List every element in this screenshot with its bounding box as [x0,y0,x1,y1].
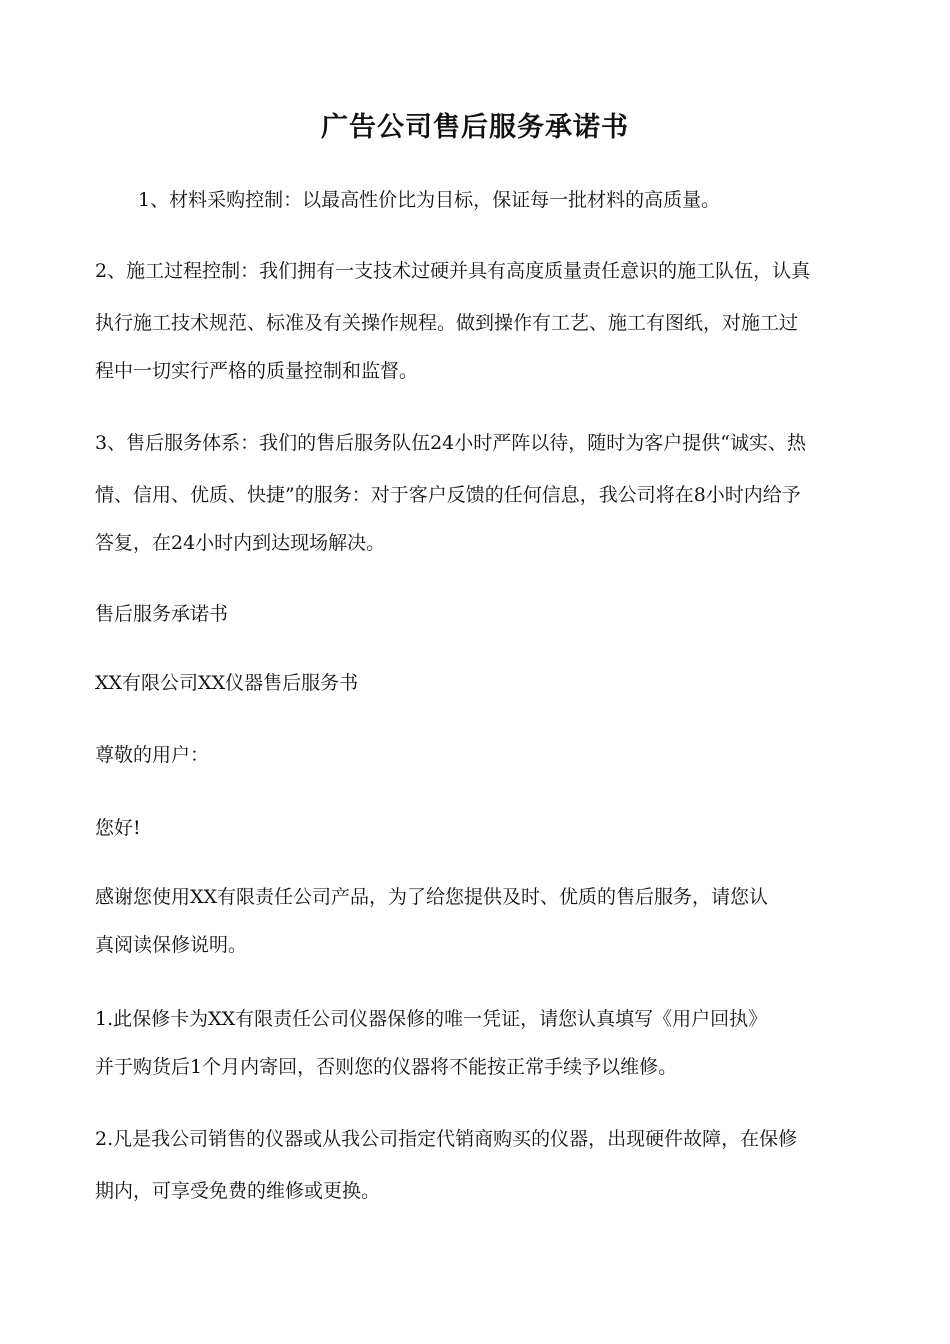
item-1-line-2: 并于购货后1个月内寄回，否则您的仪器将不能按正常手续予以维修。 [95,1056,678,1078]
paragraph-1-line-1: 1、材料采购控制：以最高性价比为目标，保证每一批材料的高质量。 [138,189,721,211]
paragraph-3-line-2: 情、信用、优质、快捷”的服务：对于客户反馈的任何信息，我公司将在8小时内给予 [95,484,801,506]
paragraph-2-line-2: 执行施工技术规范、标准及有关操作规程。做到操作有工艺、施工有图纸，对施工过 [95,312,799,334]
item-2-line-2: 期内，可享受免费的维修或更换。 [95,1180,381,1202]
document-title: 广告公司售后服务承诺书 [321,112,629,143]
salutation: 尊敬的用户： [95,744,210,766]
paragraph-2-line-1: 2、施工过程控制：我们拥有一支技术过硬并具有高度质量责任意识的施工队伍，认真 [95,260,811,282]
paragraph-3-line-3: 答复，在24小时内到达现场解决。 [95,532,386,554]
item-2-line-1: 2.凡是我公司销售的仪器或从我公司指定代销商购买的仪器，出现硬件故障，在保修 [95,1128,798,1150]
section-heading: 售后服务承诺书 [95,603,229,625]
paragraph-3-line-1: 3、售后服务体系：我们的售后服务队伍24小时严阵以待，随时为客户提供“诚实、热 [95,432,806,454]
paragraph-2-line-3: 程中一切实行严格的质量控制和监督。 [95,360,419,382]
thanks-line-2: 真阅读保修说明。 [95,934,248,956]
greeting: 您好! [95,817,141,839]
item-1-line-1: 1.此保修卡为XX有限责任公司仪器保修的唯一凭证，请您认真填写《用户回执》 [95,1008,768,1030]
thanks-line-1: 感谢您使用XX有限责任公司产品，为了给您提供及时、优质的售后服务，请您认 [95,886,769,908]
company-line: XX有限公司XX仪器售后服务书 [95,672,359,694]
